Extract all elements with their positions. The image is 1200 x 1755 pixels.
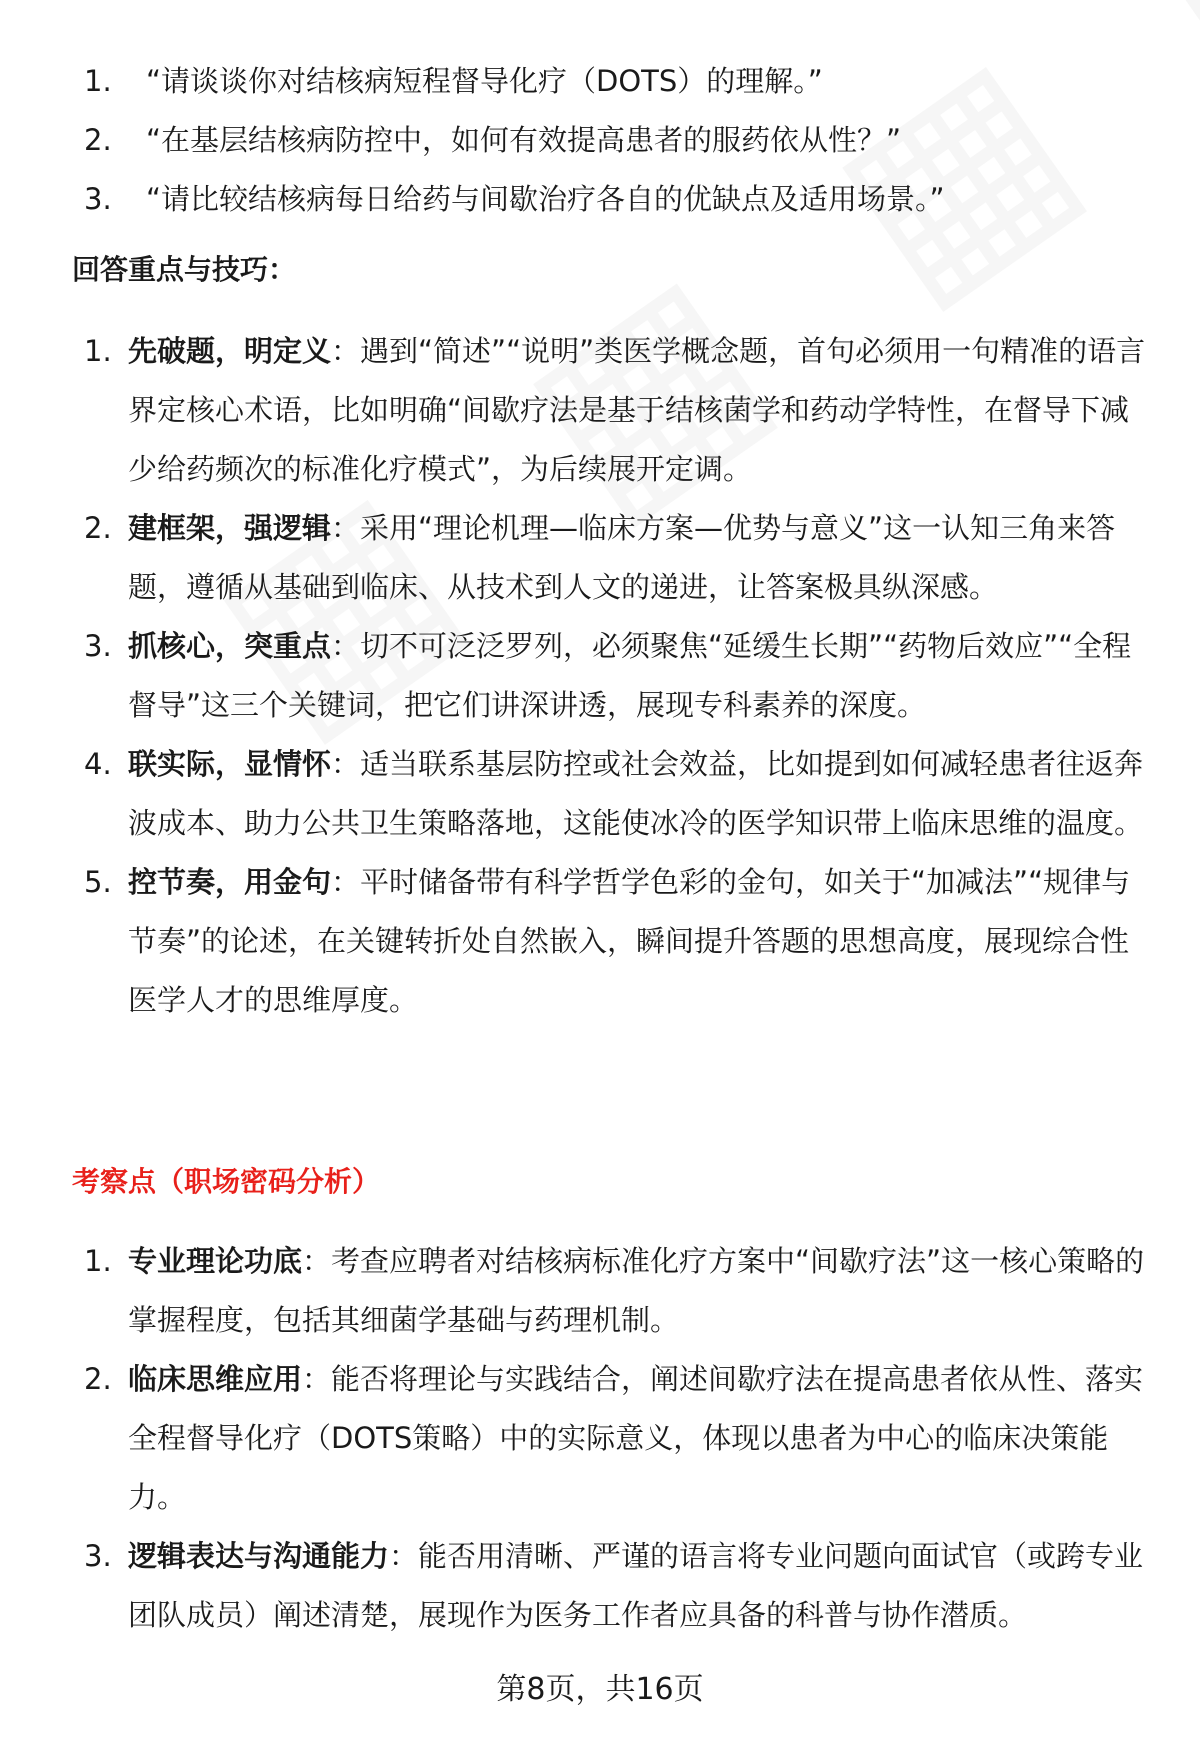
analysis-separator: ：: [302, 1244, 332, 1278]
tip-title: 建框架，强逻辑: [128, 511, 332, 545]
question-text: “请谈谈你对结核病短程督导化疗（DOTS）的理解。”: [146, 64, 823, 98]
tip-separator: ：: [331, 334, 361, 368]
list-number: 3.: [84, 182, 112, 216]
tip-text: 遇到“简述”“说明”类医学概念题，首句必须用一句精准的语言界定核心术语，比如明确“间歇疗法是基于结核菌学和药动学特性，在督导下减少给药频次的标准化疗模式”，为后续展开定调。: [128, 334, 1146, 486]
list-number: 1.: [84, 334, 112, 368]
list-number: 5.: [84, 865, 112, 899]
tips-heading: 回答重点与技巧：: [72, 253, 297, 286]
tip-item: [0, 735, 1200, 853]
tip-body: [128, 322, 1148, 499]
tip-text: 采用“理论机理—临床方案—优势与意义”这一认知三角来答题，遵循从基础到临床、从技术到人文的递进，让答案极具纵深感。: [128, 511, 1116, 604]
tip-separator: ：: [331, 865, 361, 899]
analysis-body: [128, 1232, 1148, 1350]
analysis-body: [128, 1350, 1148, 1527]
tips-list: [0, 322, 1200, 1030]
analysis-item: [0, 1232, 1200, 1350]
analysis-text: 能否将理论与实践结合，阐述间歇疗法在提高患者依从性、落实全程督导化疗（DOTS策略）中的实际意义，体现以患者为中心的临床决策能力。: [128, 1362, 1144, 1514]
analysis-body: [128, 1527, 1148, 1645]
list-number: 3.: [84, 629, 112, 663]
analysis-title: 专业理论功底: [128, 1244, 303, 1278]
tip-title: 控节奏，用金句: [128, 865, 332, 899]
analysis-item: [0, 1527, 1200, 1645]
tip-text: 平时储备带有科学哲学色彩的金句，如关于“加减法”“规律与节奏”的论述，在关键转折处自然嵌入，瞬间提升答题的思想高度，展现综合性医学人才的思维厚度。: [128, 865, 1131, 1017]
list-number: 2.: [84, 123, 112, 157]
question-text: “请比较结核病每日给药与间歇治疗各自的优缺点及适用场景。”: [146, 182, 945, 216]
tip-body: [128, 735, 1148, 853]
analysis-title: 临床思维应用: [128, 1362, 303, 1396]
tip-title: 联实际，显情怀: [128, 747, 332, 781]
analysis-text: 考查应聘者对结核病标准化疗方案中“间歇疗法”这一核心策略的掌握程度，包括其细菌学基础与药理机制。: [128, 1244, 1145, 1337]
analysis-separator: ：: [302, 1362, 332, 1396]
tip-item: [0, 617, 1200, 735]
list-number: 1.: [84, 1244, 112, 1278]
question-item: [0, 52, 1200, 111]
analysis-list: [0, 1232, 1200, 1645]
tip-item: [0, 853, 1200, 1030]
question-item: [0, 170, 1200, 229]
tip-separator: ：: [331, 747, 361, 781]
analysis-title: 逻辑表达与沟通能力: [128, 1539, 390, 1573]
tip-separator: ：: [331, 629, 361, 663]
tip-item: [0, 322, 1200, 499]
list-number: 2.: [84, 1362, 112, 1396]
page-number: 第8页，共16页: [496, 1672, 704, 1707]
question-list: [0, 52, 1200, 229]
list-number: 1.: [84, 64, 112, 98]
analysis-item: [0, 1350, 1200, 1527]
tip-title: 抓核心，突重点: [128, 629, 332, 663]
analysis-heading: 考察点（职场密码分析）: [72, 1165, 381, 1198]
analysis-text: 能否用清晰、严谨的语言将专业问题向面试官（或跨专业团队成员）阐述清楚，展现作为医务工作者应具备的科普与协作潜质。: [128, 1539, 1144, 1632]
list-number: 4.: [84, 747, 112, 781]
analysis-separator: ：: [389, 1539, 419, 1573]
tip-separator: ：: [331, 511, 361, 545]
tip-text: 切不可泛泛罗列，必须聚焦“延缓生长期”“药物后效应”“全程督导”这三个关键词，把它们讲深讲透，展现专科素养的深度。: [128, 629, 1132, 722]
tip-body: [128, 617, 1148, 735]
list-number: 3.: [84, 1539, 112, 1573]
tip-item: [0, 499, 1200, 617]
tip-body: [128, 853, 1148, 1030]
list-number: 2.: [84, 511, 112, 545]
tip-text: 适当联系基层防控或社会效益，比如提到如何减轻患者往返奔波成本、助力公共卫生策略落地，这能使冰冷的医学知识带上临床思维的温度。: [128, 747, 1144, 840]
tip-body: [128, 499, 1148, 617]
tip-title: 先破题，明定义: [128, 334, 332, 368]
question-text: “在基层结核病防控中，如何有效提高患者的服药依从性？”: [146, 123, 902, 157]
question-item: [0, 111, 1200, 170]
